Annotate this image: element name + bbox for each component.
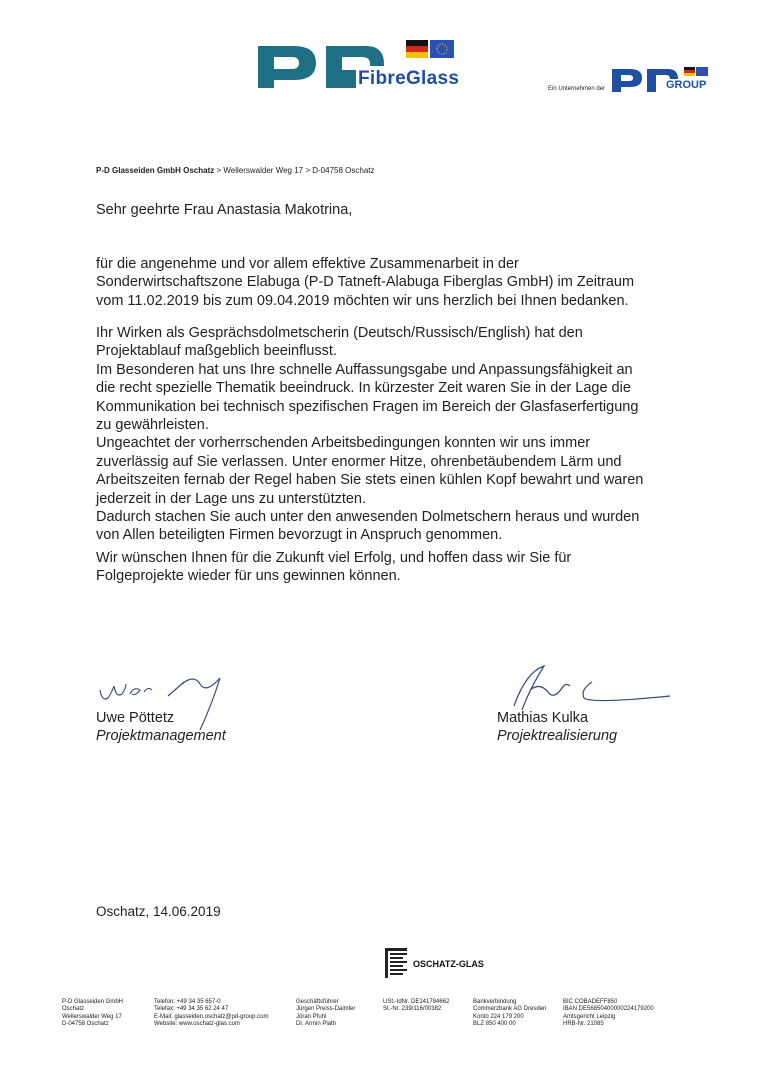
signatory-left-role: Projektmanagement	[96, 728, 226, 744]
footer-registry	[563, 999, 654, 1028]
text-line: zuverlässig auf Sie verlassen. Unter enormer Hitze, ohrenbetäubendem Lärm und	[96, 453, 622, 470]
text-line: Ungeachtet der vorherrschenden Arbeitsbedingungen konnten wir uns immer	[96, 435, 591, 452]
footer-contact	[154, 999, 268, 1028]
footer-line: Dr. Armin Plath	[296, 1020, 337, 1027]
text-line: Folgeprojekte wieder für uns gewinnen können.	[96, 568, 401, 585]
logo-main-text: FibreGlass	[358, 68, 460, 89]
footer-line: BIC COBADEFF850	[563, 999, 618, 1005]
pd-group-logo	[612, 66, 722, 94]
footer-line: Geschäftsführer	[296, 999, 339, 1005]
footer-line: Oschatz	[62, 1006, 85, 1013]
text-line: von Allen beteiligten Firmen bevorzugt in Anspruch genommen.	[96, 527, 503, 544]
footer-management	[296, 999, 355, 1028]
footer-line: Wellerswalder Weg 17	[62, 1013, 122, 1020]
footer-line: BLZ 850 400 00	[473, 1020, 516, 1027]
signatory-right-role: Projektrealisierung	[497, 728, 618, 744]
text-line: zu gewährleisten.	[96, 417, 209, 434]
salutation: Sehr geehrte Frau Anastasia Makotrina,	[96, 202, 353, 218]
footer-line: Website: www.oschatz-glas.com	[154, 1020, 240, 1027]
footer-bank	[473, 999, 546, 1028]
sender-address-line	[96, 166, 375, 175]
footer-line: Telefon: +49 34 35 657-0	[154, 999, 221, 1005]
footer-line: Konto 224 179 200	[473, 1013, 524, 1020]
sender-company: P-D Glasseiden GmbH Oschatz	[96, 166, 215, 175]
sender-address: > Wellerswalder Weg 17 > D-04758 Oschatz	[214, 166, 375, 175]
logo-group-text: GROUP	[666, 79, 707, 91]
footer-line: P-D Glasseiden GmbH	[62, 999, 124, 1005]
signature-right-handwriting	[500, 660, 672, 714]
footer-logo-text: OSCHATZ-GLAS	[413, 959, 484, 969]
text-line: Sonderwirtschaftszone Elabuga (P-D Tatneft-Alabuga Fiberglas GmbH) im Zeitraum	[96, 274, 635, 291]
text-line: Arbeitszeiten fernab der Regel haben Sie stets einen kühlen Kopf bewahrt und waren	[96, 472, 644, 489]
text-line: Dadurch stachen Sie auch unter den anwesenden Dolmetschern heraus und wurden	[96, 509, 640, 526]
pd-group-logo-block	[548, 66, 728, 96]
footer-line: Amtsgericht Leipzig	[563, 1013, 616, 1020]
footer-line: IBAN DE56850400000224179200	[563, 1006, 654, 1013]
text-line: Im Besonderen hat uns Ihre schnelle Auffassungsgabe und Anpassungsfähigkeit an	[96, 361, 633, 378]
footer-company-address	[62, 999, 123, 1028]
pd-fibreglass-logo	[258, 36, 458, 92]
text-line: für die angenehme und vor allem effektive Zusammenarbeit in der	[96, 256, 519, 272]
paragraph-thanks	[96, 255, 634, 310]
footer-line: St.-Nr. 239/116/00382	[383, 1006, 442, 1013]
paragraph-closing	[96, 549, 571, 586]
footer-line: E-Mail: glasseiden.oschatz@pd-group.com	[154, 1013, 269, 1020]
footer-line: Jürgen Preiss-Daimler	[296, 1006, 356, 1013]
logo-group-caption: Ein Unternehmen der	[548, 86, 606, 92]
footer-line: USt.-IdNr. DE141784662	[383, 999, 450, 1005]
signatory-right-name: Mathias Kulka	[497, 710, 589, 726]
text-line: Ihr Wirken als Gesprächsdolmetscherin (Deutsch/Russisch/English) hat den	[96, 325, 583, 341]
signatory-left-name: Uwe Pöttetz	[96, 710, 175, 726]
text-line: vom 11.02.2019 bis zum 09.04.2019 möchten wir uns herzlich bei Ihnen bedanken.	[96, 292, 629, 309]
footer-line: Commerzbank AG Dresden	[473, 1006, 547, 1013]
footer-line: D-04758 Oschatz	[62, 1020, 109, 1027]
paragraph-evaluation	[96, 324, 643, 545]
text-line: Projektablauf maßgeblich beeinflusst.	[96, 343, 337, 360]
footer-line: Jöran Pfuhl	[296, 1013, 327, 1020]
text-line: Kommunikation bei technisch spezifischen Fragen im Bereich der Glasfaserfertigung	[96, 398, 639, 415]
footer-line: Bankverbindung	[473, 999, 517, 1005]
footer-line: Telefax: +49 34 35 62 24 47	[154, 1006, 229, 1013]
footer-tax-ids	[383, 999, 449, 1014]
oschatz-glas-logo	[383, 947, 493, 981]
text-line: die recht spezielle Thematik beeindruck. In kürzester Zeit waren Sie in der Lage die	[96, 380, 631, 397]
footer-line: HRB-Nr. 21085	[563, 1020, 604, 1027]
text-line: Wir wünschen Ihnen für die Zukunft viel Erfolg, und hoffen dass wir Sie für	[96, 550, 572, 566]
place-date: Oschatz, 14.06.2019	[96, 904, 221, 919]
text-line: jederzeit in der Lage uns zu unterstützten.	[96, 490, 367, 507]
oschatz-glas-logo-icon	[383, 947, 409, 979]
